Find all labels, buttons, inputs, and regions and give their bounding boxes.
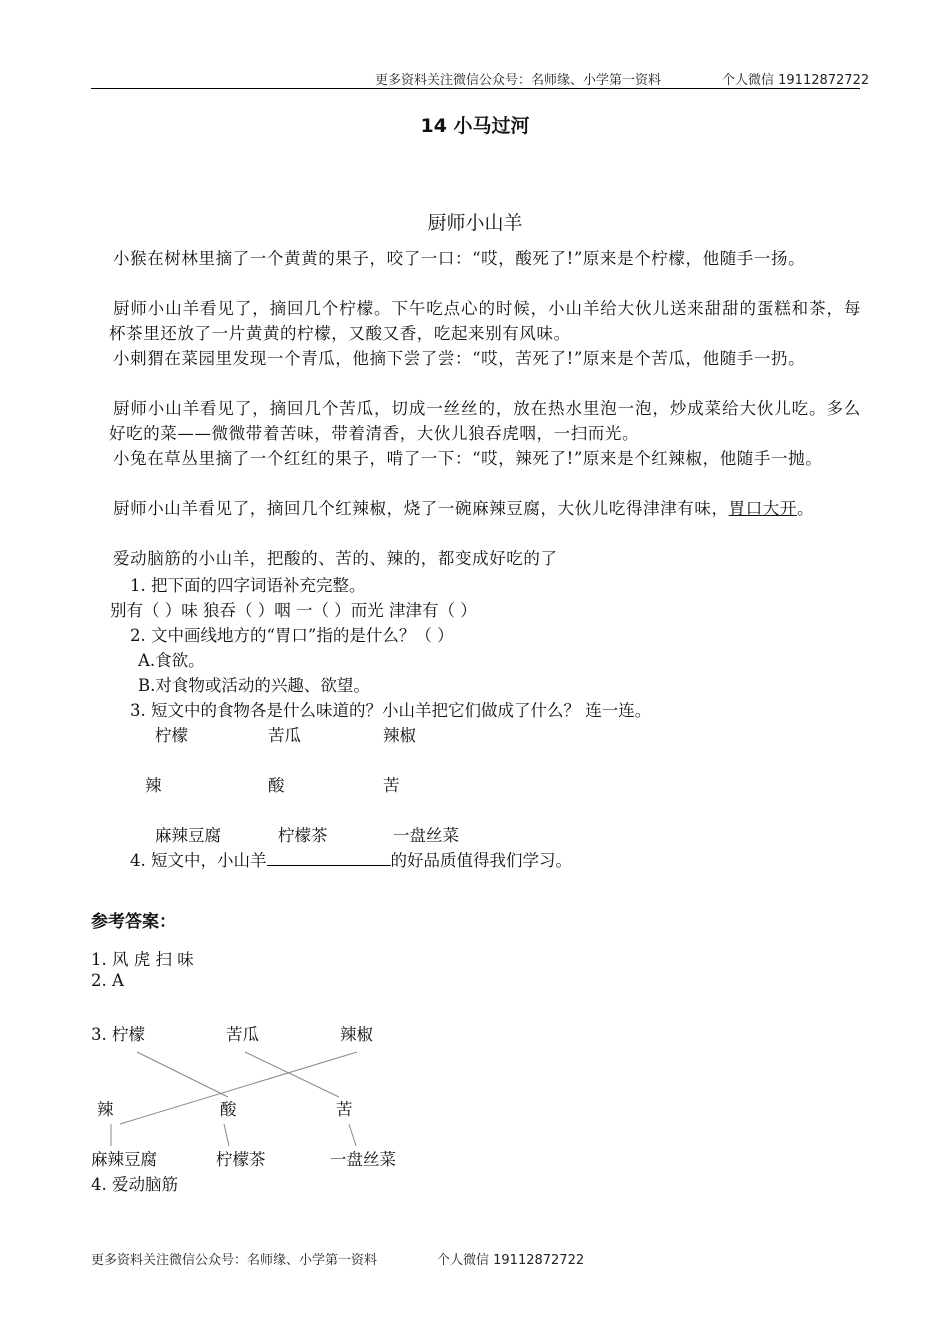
header-wechat: 个人微信 19112872722 (722, 73, 870, 88)
answer-1: 1. 风 虎 扫 味 (91, 950, 194, 969)
underlined-phrase: 胃口大开 (728, 499, 798, 518)
match-line-chili-spicy (120, 1052, 357, 1124)
a3-taste: 酸 (220, 1100, 237, 1119)
paragraph-2: 厨师小山羊看见了，摘回几个柠檬。下午吃点心的时候，小山羊给大伙儿送来甜甜的蛋糕和茶，每杯茶里还放了一片黄黄的柠檬，又酸又香，吃起来别有风味。 (109, 299, 861, 343)
question-1-items: 别有（ ）味 狼吞（ ）咽 一（ ）而光 津津有（ ） (110, 601, 477, 620)
footer-text: 更多资料关注微信公众号：名师缘、小学第一资料 (91, 1253, 378, 1268)
match-line-bittergourd-bitter (245, 1052, 339, 1097)
question-3: 3. 短文中的食物各是什么味道的？小山羊把它们做成了什么？ 连一连。 (130, 701, 652, 720)
answer-2: 2. A (91, 971, 124, 990)
q3-taste: 苦 (383, 776, 400, 795)
match-line-sour-lemontea (224, 1124, 229, 1146)
answer-4: 4. 爱动脑筋 (91, 1175, 178, 1194)
paragraph-7: 爱动脑筋的小山羊，把酸的、苦的、辣的，都变成好吃的了 (113, 549, 558, 568)
match-line-lemon-sour (137, 1052, 228, 1097)
a3-taste: 辣 (97, 1100, 114, 1119)
a3-dish: 一盘丝菜 (330, 1150, 396, 1169)
question-4-text: 4. 短文中，小山羊 (130, 851, 267, 870)
match-line-bitter-dish (349, 1124, 356, 1146)
paragraph-1: 小猴在树林里摘了一个黄黄的果子，咬了一口：“哎，酸死了!”原来是个柠檬，他随手一扬。 (113, 249, 806, 268)
q3-food: 苦瓜 (268, 726, 301, 745)
q3-dish: 麻辣豆腐 (155, 826, 221, 845)
question-4-end: 的好品质值得我们学习。 (390, 851, 572, 870)
header-text: 更多资料关注微信公众号：名师缘、小学第一资料 (375, 73, 662, 88)
question-1: 1. 把下面的四字词语补充完整。 (130, 576, 366, 595)
answer-3-prefix: 3. (91, 1025, 112, 1044)
q3-taste: 酸 (268, 776, 285, 795)
paragraph-3: 小刺猬在菜园里发现一个青瓜，他摘下尝了尝：“哎，苦死了!”原来是个苦瓜，他随手一扔。 (113, 349, 806, 368)
question-2-option-b: B.对食物或活动的兴趣、欲望。 (138, 676, 370, 695)
a3-food: 柠檬 (112, 1025, 145, 1044)
q3-dish: 一盘丝菜 (393, 826, 459, 845)
page-title: 14 小马过河 (420, 115, 530, 137)
a3-food: 苦瓜 (226, 1025, 259, 1044)
a3-dish: 柠檬茶 (216, 1150, 266, 1169)
paragraph-4: 厨师小山羊看见了，摘回几个苦瓜，切成一丝丝的，放在热水里泡一泡，炒成菜给大伙儿吃。多么好吃的菜——微微带着苦味，带着清香，大伙儿狼吞虎咽，一扫而光。 (109, 399, 861, 443)
paragraph-6-text: 厨师小山羊看见了，摘回几个红辣椒，烧了一碗麻辣豆腐，大伙儿吃得津津有味， (113, 499, 729, 518)
a3-food: 辣椒 (340, 1025, 373, 1044)
q3-dish: 柠檬茶 (278, 826, 328, 845)
q3-food: 辣椒 (383, 726, 416, 745)
story-title: 厨师小山羊 (427, 212, 523, 234)
q3-food: 柠檬 (155, 726, 188, 745)
a3-taste: 苦 (336, 1100, 353, 1119)
a3-dish: 麻辣豆腐 (91, 1150, 157, 1169)
answers-title: 参考答案： (91, 912, 176, 932)
question-2: 2. 文中画线地方的“胃口”指的是什么？（ ） (130, 626, 454, 645)
question-2-option-a: A.食欲。 (138, 651, 205, 670)
paragraph-6-end: 。 (797, 499, 815, 518)
q3-taste: 辣 (145, 776, 162, 795)
paragraph-5: 小兔在草丛里摘了一个红红的果子，啃了一下：“哎，辣死了!”原来是个红辣椒，他随手一抛。 (113, 449, 823, 468)
footer-wechat: 个人微信 19112872722 (437, 1253, 585, 1268)
